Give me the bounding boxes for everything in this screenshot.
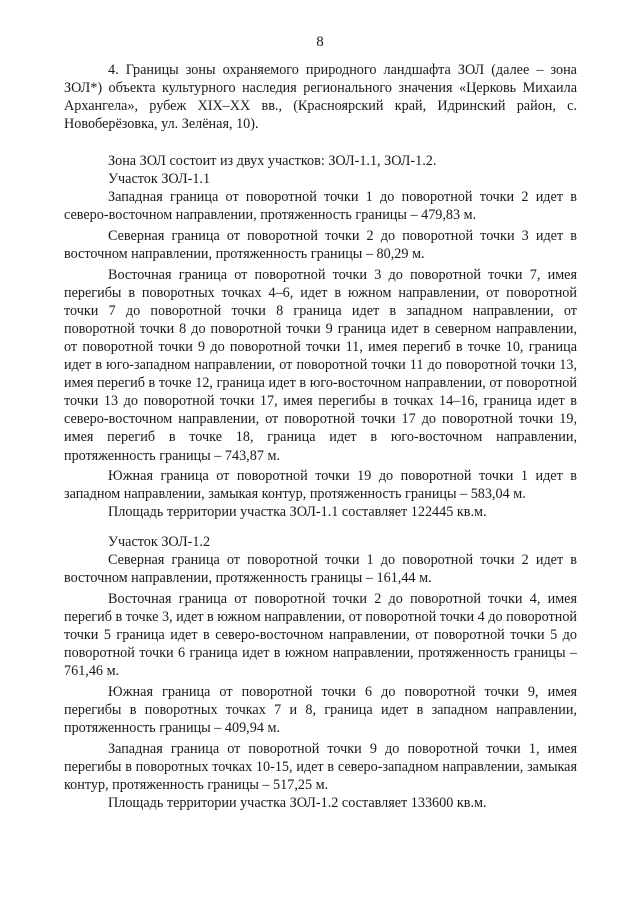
section2-heading: Участок ЗОЛ-1.2 xyxy=(108,534,211,550)
section1-heading: Участок ЗОЛ-1.1 xyxy=(108,171,211,188)
section1-paragraph-south: Южная граница от поворотной точки 19 до поворотной точки 1 идет в западном направлении, замыкая контур, протяженность границы – 583,04 м. xyxy=(64,468,577,503)
section1-paragraph-west: Западная граница от поворотной точки 1 до поворотной точки 2 идет в северо-восточном направлении, протяженность границы – 479,83 м. xyxy=(64,189,577,224)
page-number: 8 xyxy=(316,34,324,50)
section-zol-1-2 xyxy=(64,533,577,812)
section2-paragraph-west: Западная граница от поворотной точки 9 до поворотной точки 1, имея перегибы в поворотных точках 10-15, идет в северо-западном направлении, замыкая контур, протяженность границы – 517,25 м. xyxy=(64,740,577,793)
intro-block xyxy=(64,61,577,133)
zone-intro: Зона ЗОЛ состоит из двух участков: ЗОЛ-1.1, ЗОЛ-1.2. xyxy=(108,153,437,169)
intro-paragraph: 4. Границы зоны охраняемого природного ландшафта ЗОЛ (далее – зона ЗОЛ*) объекта культурного наследия регионального значения «Церковь Михаила Архангела», рубеж XIX–XX вв., (Красноярский край, Идринский район, с. Новоберёзовка, ул. Зелёная, 10). xyxy=(64,62,577,133)
section2-paragraph-south: Южная граница от поворотной точки 6 до поворотной точки 9, имея перегибы в поворотных точках 7 и 8, граница идет в западном направлении, протяженность границы – 409,94 м. xyxy=(64,683,577,736)
section2-paragraph-east: Восточная граница от поворотной точки 2 до поворотной точки 4, имея перегиб в точке 3, идет в южном направлении, от поворотной точки 4 до поворотной точки 5 граница идет в северо-восточном направлении, от поворотной точки 5 до поворотной точки 6 граница идет в южном направлении, протяженность границы – 761,46 м. xyxy=(64,590,578,680)
section1-paragraph-east: Восточная граница от поворотной точки 3 до поворотной точки 7, имея перегибы в поворотных точках 4–6, идет в южном направлении, от поворотной точки 7 до поворотной точки 8 граница идет в западном направлении, от поворотной точки 8 до поворотной точки 9 граница идет в северном направлении, от поворотной точки 9 до поворотной точки 11, имея перегиб в точке 10, граница идет в юго-западном направлении, от поворотной точки 11 до поворотной точки 13, имея перегиб в точке 12, граница идет в юго-восточном направлении, от поворотной точки 13 до поворотной точки 17, имея перегибы в точках 14–16, граница идет в северо-восточном направлении, от поворотной точки 17 до поворотной точки 19, имея перегиб в точке 18, граница идет в юго-восточном направлении, протяженность границы – 743,87 м. xyxy=(64,266,577,464)
section-zol-1-1 xyxy=(64,152,577,521)
section2-paragraph-north: Северная граница от поворотной точки 1 до поворотной точки 2 идет в восточном направлении, протяженность границы – 161,44 м. xyxy=(64,552,577,587)
section1-paragraph-north: Северная граница от поворотной точки 2 до поворотной точки 3 идет в восточном направлении, протяженность границы – 80,29 м. xyxy=(64,227,577,262)
section2-area: Площадь территории участка ЗОЛ-1.2 составляет 133600 кв.м. xyxy=(108,794,487,811)
section1-area: Площадь территории участка ЗОЛ-1.1 составляет 122445 кв.м. xyxy=(108,504,487,521)
